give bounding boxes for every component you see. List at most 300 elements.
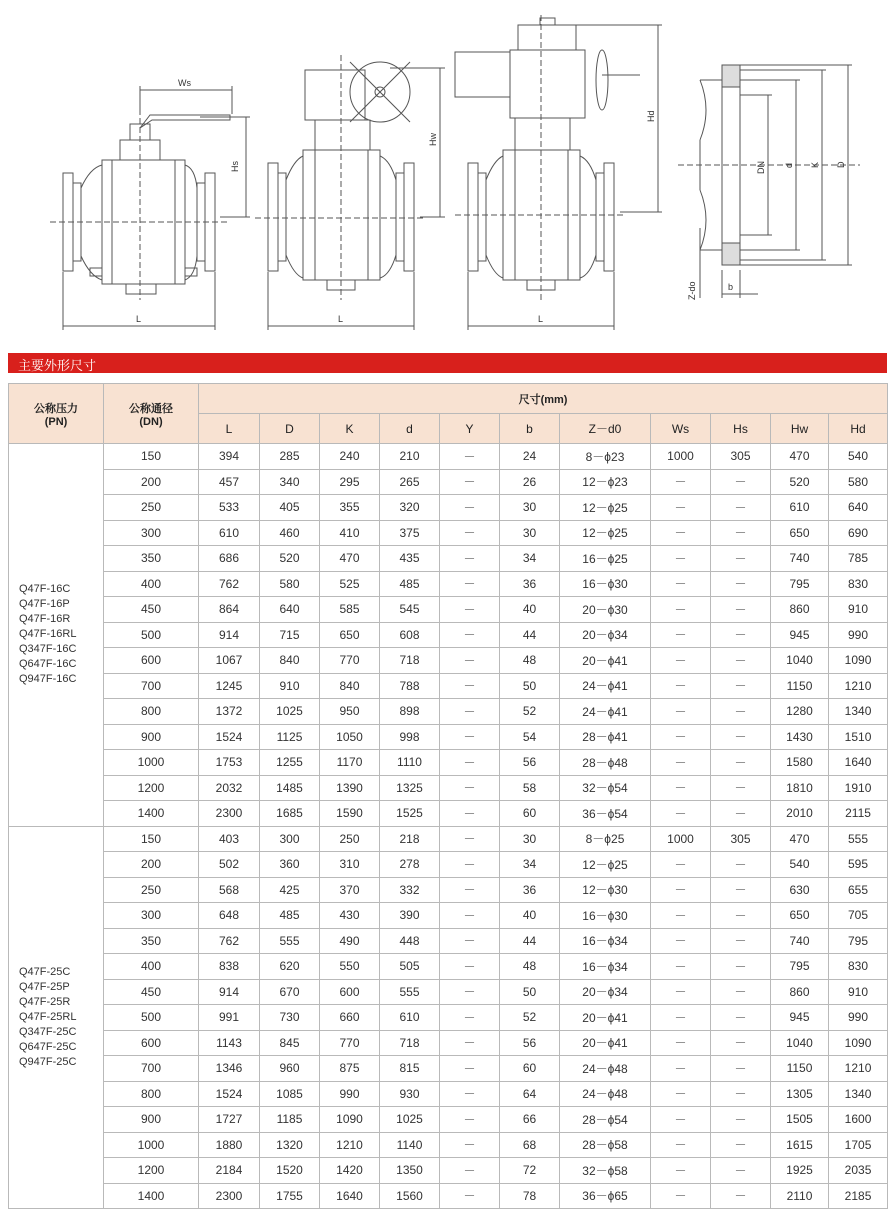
size-cell: － [440, 928, 500, 954]
size-cell: 36 [500, 571, 560, 597]
worm-gear-valve-drawing [255, 55, 445, 330]
size-cell: － [651, 954, 711, 980]
size-cell: － [651, 801, 711, 827]
size-cell: 24－ϕ41 [560, 673, 651, 699]
size-cell: 991 [199, 1005, 260, 1031]
dim-hw-label: Hw [428, 133, 438, 146]
size-cell: 788 [380, 673, 440, 699]
size-cell: － [440, 444, 500, 470]
electric-valve-drawing [455, 15, 662, 330]
dim-k-label: K [810, 161, 820, 168]
size-cell: － [651, 1183, 711, 1209]
size-cell: － [711, 750, 771, 776]
size-cell: 360 [260, 852, 320, 878]
size-cell: 52 [500, 1005, 560, 1031]
size-cell: － [651, 1081, 711, 1107]
size-cell: 1640 [829, 750, 888, 776]
size-cell: － [711, 1132, 771, 1158]
size-cell: 670 [260, 979, 320, 1005]
size-cell: － [651, 775, 711, 801]
size-cell: － [711, 801, 771, 827]
size-cell: 1346 [199, 1056, 260, 1082]
size-cell: － [651, 673, 711, 699]
dimensions-table-wrap [8, 383, 887, 1209]
size-cell: 864 [199, 597, 260, 623]
size-cell: － [440, 1056, 500, 1082]
size-cell: 630 [771, 877, 829, 903]
size-cell: － [711, 546, 771, 572]
size-cell: 1753 [199, 750, 260, 776]
size-cell: 240 [320, 444, 380, 470]
size-cell: 485 [380, 571, 440, 597]
size-cell: － [440, 673, 500, 699]
size-cell: － [711, 520, 771, 546]
size-cell: 1210 [829, 673, 888, 699]
dn-cell: 300 [104, 520, 199, 546]
size-cell: 525 [320, 571, 380, 597]
size-cell: 1040 [771, 648, 829, 674]
size-cell: 960 [260, 1056, 320, 1082]
dn-cell: 300 [104, 903, 199, 929]
size-cell: 1430 [771, 724, 829, 750]
table-row [9, 1005, 888, 1031]
size-cell: 390 [380, 903, 440, 929]
size-cell: 78 [500, 1183, 560, 1209]
size-cell: 310 [320, 852, 380, 878]
dn-cell: 900 [104, 724, 199, 750]
size-cell: 50 [500, 673, 560, 699]
size-cell: 914 [199, 622, 260, 648]
size-cell: 718 [380, 1030, 440, 1056]
size-cell: 66 [500, 1107, 560, 1133]
size-cell: － [651, 928, 711, 954]
size-cell: 2300 [199, 801, 260, 827]
size-cell: 1280 [771, 699, 829, 725]
size-cell: 1150 [771, 1056, 829, 1082]
size-cell: 770 [320, 1030, 380, 1056]
size-cell: － [440, 1132, 500, 1158]
size-cell: 1000 [651, 826, 711, 852]
table-row [9, 1107, 888, 1133]
size-cell: － [440, 546, 500, 572]
size-cell: 210 [380, 444, 440, 470]
sub-header-cell: K [320, 414, 380, 444]
size-cell: － [711, 1183, 771, 1209]
size-cell: 715 [260, 622, 320, 648]
size-cell: 457 [199, 469, 260, 495]
size-cell: － [651, 903, 711, 929]
table-row [9, 571, 888, 597]
size-cell: 1210 [320, 1132, 380, 1158]
size-cell: 20－ϕ34 [560, 979, 651, 1005]
dn-cell: 450 [104, 979, 199, 1005]
sub-header-cell: b [500, 414, 560, 444]
size-cell: 1110 [380, 750, 440, 776]
table-row [9, 928, 888, 954]
size-cell: 52 [500, 699, 560, 725]
dn-cell: 150 [104, 826, 199, 852]
dim-b-label: b [728, 282, 734, 292]
header-size: 尺寸(mm) [199, 384, 888, 414]
size-cell: 533 [199, 495, 260, 521]
table-row [9, 724, 888, 750]
size-cell: － [651, 469, 711, 495]
dim-ws-label: Ws [178, 78, 191, 88]
dn-cell: 400 [104, 571, 199, 597]
table-row [9, 979, 888, 1005]
table-row [9, 1030, 888, 1056]
size-cell: 26 [500, 469, 560, 495]
dn-cell: 1000 [104, 1132, 199, 1158]
size-cell: 505 [380, 954, 440, 980]
dim-hd-label: Hd [646, 110, 656, 122]
size-cell: － [440, 877, 500, 903]
size-cell: 1560 [380, 1183, 440, 1209]
dn-cell: 200 [104, 469, 199, 495]
size-cell: 58 [500, 775, 560, 801]
size-cell: 30 [500, 495, 560, 521]
size-cell: 910 [829, 597, 888, 623]
size-cell: 1090 [320, 1107, 380, 1133]
size-cell: － [651, 495, 711, 521]
size-cell: 20－ϕ34 [560, 622, 651, 648]
size-cell: － [711, 1030, 771, 1056]
dn-cell: 800 [104, 699, 199, 725]
size-cell: 8－ϕ23 [560, 444, 651, 470]
size-cell: － [651, 648, 711, 674]
size-cell: － [651, 877, 711, 903]
manual-valve-drawing [50, 86, 250, 330]
header-pn [9, 384, 104, 444]
size-cell: 1705 [829, 1132, 888, 1158]
size-cell: － [711, 1107, 771, 1133]
size-cell: － [651, 750, 711, 776]
model-list-cell [9, 444, 104, 827]
dn-cell: 500 [104, 1005, 199, 1031]
table-row [9, 495, 888, 521]
size-cell: 1590 [320, 801, 380, 827]
size-cell: 1185 [260, 1107, 320, 1133]
size-cell: 32－ϕ58 [560, 1158, 651, 1184]
size-cell: 840 [260, 648, 320, 674]
size-cell: 490 [320, 928, 380, 954]
size-cell: 830 [829, 954, 888, 980]
model-name: Q947F-25C [19, 1055, 77, 1068]
size-cell: － [651, 622, 711, 648]
dn-cell: 1400 [104, 1183, 199, 1209]
size-cell: 1067 [199, 648, 260, 674]
size-cell: 1485 [260, 775, 320, 801]
size-cell: 875 [320, 1056, 380, 1082]
dn-cell: 900 [104, 1107, 199, 1133]
table-body [9, 444, 888, 1209]
size-cell: 910 [829, 979, 888, 1005]
size-cell: 740 [771, 546, 829, 572]
size-cell: 1255 [260, 750, 320, 776]
size-cell: － [711, 775, 771, 801]
table-row [9, 1081, 888, 1107]
size-cell: 48 [500, 954, 560, 980]
flange-section-drawing [678, 65, 860, 298]
model-name: Q47F-25P [19, 980, 70, 993]
sub-header-cell: Ws [651, 414, 711, 444]
size-cell: 610 [199, 520, 260, 546]
table-row [9, 469, 888, 495]
size-cell: 300 [260, 826, 320, 852]
dn-cell: 250 [104, 495, 199, 521]
table-row [9, 444, 888, 470]
size-cell: 332 [380, 877, 440, 903]
size-cell: 770 [320, 648, 380, 674]
dim-l-label-1: L [136, 314, 142, 324]
size-cell: 1910 [829, 775, 888, 801]
size-cell: 998 [380, 724, 440, 750]
size-cell: 16－ϕ25 [560, 546, 651, 572]
size-cell: 470 [320, 546, 380, 572]
table-row [9, 750, 888, 776]
size-cell: 24 [500, 444, 560, 470]
size-cell: 718 [380, 648, 440, 674]
size-cell: 30 [500, 826, 560, 852]
size-cell: 12－ϕ25 [560, 852, 651, 878]
size-cell: 815 [380, 1056, 440, 1082]
size-cell: 502 [199, 852, 260, 878]
size-cell: － [440, 1158, 500, 1184]
size-cell: 355 [320, 495, 380, 521]
model-name: Q47F-16RL [19, 628, 77, 641]
size-cell: 50 [500, 979, 560, 1005]
size-cell: 1520 [260, 1158, 320, 1184]
size-cell: 305 [711, 444, 771, 470]
size-cell: 1143 [199, 1030, 260, 1056]
sub-header-cell: L [199, 414, 260, 444]
size-cell: － [711, 903, 771, 929]
dn-cell: 150 [104, 444, 199, 470]
dn-cell: 1200 [104, 775, 199, 801]
model-name: Q347F-25C [19, 1025, 77, 1038]
dn-cell: 700 [104, 1056, 199, 1082]
size-cell: － [711, 597, 771, 623]
size-cell: 12－ϕ23 [560, 469, 651, 495]
sub-header-cell: D [260, 414, 320, 444]
dn-cell: 350 [104, 546, 199, 572]
size-cell: 945 [771, 622, 829, 648]
size-cell: 640 [260, 597, 320, 623]
size-cell: 608 [380, 622, 440, 648]
size-cell: － [711, 1005, 771, 1031]
size-cell: － [711, 622, 771, 648]
size-cell: 470 [771, 444, 829, 470]
size-cell: 740 [771, 928, 829, 954]
size-cell: 610 [771, 495, 829, 521]
model-name: Q47F-16P [19, 598, 70, 611]
size-cell: － [440, 1183, 500, 1209]
size-cell: 405 [260, 495, 320, 521]
size-cell: 394 [199, 444, 260, 470]
size-cell: 403 [199, 826, 260, 852]
size-cell: 1510 [829, 724, 888, 750]
size-cell: 1350 [380, 1158, 440, 1184]
size-cell: 655 [829, 877, 888, 903]
model-name: Q47F-16R [19, 613, 71, 626]
size-cell: 435 [380, 546, 440, 572]
size-cell: 1150 [771, 673, 829, 699]
technical-drawings [0, 0, 891, 345]
size-cell: － [440, 1081, 500, 1107]
size-cell: 370 [320, 877, 380, 903]
table-row [9, 1183, 888, 1209]
size-cell: 1090 [829, 1030, 888, 1056]
size-cell: － [440, 1005, 500, 1031]
size-cell: 600 [320, 979, 380, 1005]
size-cell: 2184 [199, 1158, 260, 1184]
size-cell: 1040 [771, 1030, 829, 1056]
size-cell: － [440, 724, 500, 750]
size-cell: 24－ϕ48 [560, 1056, 651, 1082]
size-cell: 56 [500, 750, 560, 776]
size-cell: 580 [829, 469, 888, 495]
size-cell: 36－ϕ54 [560, 801, 651, 827]
table-row [9, 775, 888, 801]
size-cell: 1320 [260, 1132, 320, 1158]
table-row [9, 622, 888, 648]
size-cell: － [440, 826, 500, 852]
size-cell: 660 [320, 1005, 380, 1031]
size-cell: 12－ϕ25 [560, 495, 651, 521]
dn-cell: 600 [104, 648, 199, 674]
size-cell: 950 [320, 699, 380, 725]
size-cell: － [711, 1081, 771, 1107]
size-cell: 375 [380, 520, 440, 546]
size-cell: － [651, 597, 711, 623]
size-cell: － [711, 954, 771, 980]
size-cell: 430 [320, 903, 380, 929]
size-cell: 795 [771, 571, 829, 597]
size-cell: 1025 [380, 1107, 440, 1133]
size-cell: 686 [199, 546, 260, 572]
size-cell: 1140 [380, 1132, 440, 1158]
size-cell: － [440, 648, 500, 674]
header-dn-line1: 公称通径 [129, 402, 173, 415]
size-cell: － [440, 699, 500, 725]
size-cell: － [440, 597, 500, 623]
size-cell: 1525 [380, 801, 440, 827]
size-cell: 1340 [829, 1081, 888, 1107]
size-cell: － [711, 877, 771, 903]
sub-header-cell: Y [440, 414, 500, 444]
size-cell: 555 [380, 979, 440, 1005]
size-cell: － [651, 724, 711, 750]
size-cell: － [711, 648, 771, 674]
size-cell: － [651, 1056, 711, 1082]
size-cell: 250 [320, 826, 380, 852]
size-cell: 1755 [260, 1183, 320, 1209]
size-cell: 305 [711, 826, 771, 852]
size-cell: 34 [500, 852, 560, 878]
size-cell: 1524 [199, 1081, 260, 1107]
sub-header-cell: Hd [829, 414, 888, 444]
size-cell: 705 [829, 903, 888, 929]
size-cell: 838 [199, 954, 260, 980]
model-name: Q47F-25RL [19, 1010, 77, 1023]
size-cell: － [711, 724, 771, 750]
size-cell: 930 [380, 1081, 440, 1107]
size-cell: 44 [500, 622, 560, 648]
size-cell: － [711, 699, 771, 725]
dim-d-label: d [784, 162, 794, 168]
table-row [9, 801, 888, 827]
size-cell: 785 [829, 546, 888, 572]
size-cell: 68 [500, 1132, 560, 1158]
size-cell: 2300 [199, 1183, 260, 1209]
size-cell: 1810 [771, 775, 829, 801]
size-cell: 285 [260, 444, 320, 470]
table-row [9, 699, 888, 725]
table-row [9, 826, 888, 852]
size-cell: － [440, 801, 500, 827]
size-cell: 16－ϕ34 [560, 954, 651, 980]
size-cell: 1600 [829, 1107, 888, 1133]
size-cell: － [440, 495, 500, 521]
size-cell: 20－ϕ41 [560, 1030, 651, 1056]
size-cell: － [440, 903, 500, 929]
dn-cell: 600 [104, 1030, 199, 1056]
size-cell: 1170 [320, 750, 380, 776]
size-cell: － [651, 1030, 711, 1056]
size-cell: － [651, 852, 711, 878]
table-row [9, 954, 888, 980]
size-cell: 28－ϕ54 [560, 1107, 651, 1133]
size-cell: － [651, 699, 711, 725]
size-cell: 762 [199, 928, 260, 954]
model-name: Q47F-25C [19, 965, 71, 978]
size-cell: 690 [829, 520, 888, 546]
size-cell: － [651, 520, 711, 546]
size-cell: 32－ϕ54 [560, 775, 651, 801]
size-cell: 762 [199, 571, 260, 597]
section-title: 主要外形尺寸 [18, 359, 97, 374]
dn-cell: 800 [104, 1081, 199, 1107]
size-cell: － [711, 673, 771, 699]
dim-big-d-label: D [836, 161, 846, 168]
size-cell: － [440, 750, 500, 776]
size-cell: － [651, 979, 711, 1005]
dn-cell: 500 [104, 622, 199, 648]
size-cell: 1372 [199, 699, 260, 725]
size-cell: 795 [771, 954, 829, 980]
size-cell: 56 [500, 1030, 560, 1056]
size-cell: 610 [380, 1005, 440, 1031]
size-cell: 2185 [829, 1183, 888, 1209]
dn-cell: 1400 [104, 801, 199, 827]
size-cell: 568 [199, 877, 260, 903]
size-cell: － [651, 1107, 711, 1133]
size-cell: － [711, 928, 771, 954]
size-cell: 595 [829, 852, 888, 878]
size-cell: － [651, 1005, 711, 1031]
size-cell: 12－ϕ30 [560, 877, 651, 903]
size-cell: 1340 [829, 699, 888, 725]
model-name: Q647F-16C [19, 658, 77, 671]
size-cell: － [711, 469, 771, 495]
model-name: Q47F-16C [19, 583, 71, 596]
size-cell: 990 [320, 1081, 380, 1107]
size-cell: 1325 [380, 775, 440, 801]
size-cell: 945 [771, 1005, 829, 1031]
table-row [9, 903, 888, 929]
size-cell: 40 [500, 903, 560, 929]
size-cell: 24－ϕ41 [560, 699, 651, 725]
